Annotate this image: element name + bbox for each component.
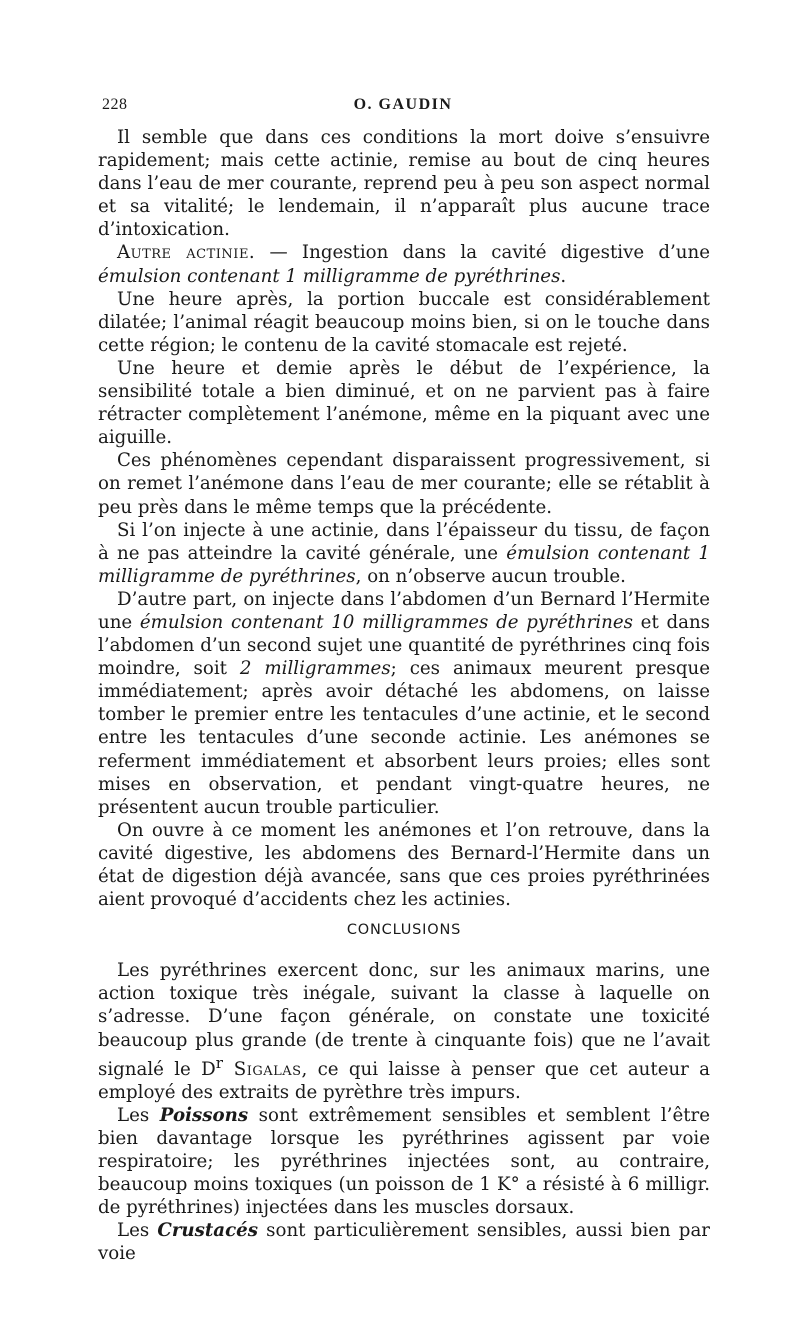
paragraph: [98, 449, 710, 518]
paragraph: [98, 241, 710, 287]
paragraph-emphasis: émulsion contenant 1 milligramme de pyréthrines: [98, 265, 561, 287]
paragraph-lead: Les: [117, 1220, 158, 1242]
paragraph-emphasis: émulsion contenant 1 milligramme de pyréthrines: [98, 542, 710, 587]
paragraph: [98, 819, 710, 911]
superscript: r: [215, 1053, 223, 1072]
body-text: [98, 126, 710, 1266]
paragraph-emphasis: émulsion contenant 10 milligrammes de pyréthrines: [139, 611, 633, 633]
paragraph: [98, 357, 710, 449]
paragraph: [98, 288, 710, 357]
paragraph-text: sont extrêmement sensibles et semblent l’être bien davantage lorsque les pyréthrines agissent par voie respiratoire; les pyréthrines injectées sont, au contraire, beaucoup moins toxiques (un poisson de 1 K° a résisté à 6 milligr. de pyréthrines) injectées dans les muscles dorsaux.: [98, 1104, 710, 1219]
paragraph: [98, 519, 710, 588]
paragraph: [98, 588, 710, 819]
paragraph-text: — Ingestion dans la cavité digestive d’une: [255, 242, 710, 264]
paragraph-text: On ouvre à ce moment les anémones et l’on retrouve, dans la cavité digestive, les abdomens des Bernard-l’Hermite dans un état de digestion déjà avancée, sans que ces proies pyréthrinées aient provoqué d’accidents chez les actinies.: [98, 819, 710, 911]
paragraph-tail: et dans l’abdomen d’un second sujet une quantité de pyréthrines cinq fois moindre, soit: [98, 611, 711, 680]
paragraph: [98, 126, 710, 241]
paragraph-text: Une heure après, la portion buccale est considérablement dilatée; l’animal réagit beaucoup moins bien, si on le touche dans cette région; le contenu de la cavité stomacale est rejeté.: [98, 288, 710, 356]
paragraph-text: Une heure et demie après le début de l’expérience, la sensibilité totale a bien diminué, et on ne parvient pas à faire rétracter complètement l’anémone, même en la piquant avec une aiguille.: [98, 357, 710, 449]
page-header: [98, 96, 708, 120]
paragraph-tail: , on n’observe aucun trouble.: [355, 565, 626, 587]
paragraph-text: Il semble que dans ces conditions la mort doive s’ensuivre rapidement; mais cette actinie, remise au bout de cinq heures dans l’eau de mer courante, reprend peu à peu son aspect normal et sa vitalité; le lendemain, il n’apparaît plus aucune trace d’intoxication.: [98, 127, 710, 241]
paragraph-tail-2: ; ces animaux meurent presque immédiatement; après avoir détaché les abdomens, on laisse tomber le premier entre les tentacules d’une actinie, et le second entre les tentacules d’une seconde actinie. Les anémones se referment immédiatement et absorbent leurs proies; elles sont mises en observation, et pendant vingt-quatre heures, ne présentent aucun trouble particulier.: [98, 658, 710, 818]
conclusion-paragraph: [98, 1219, 710, 1265]
paragraph-text: Ces phénomènes cependant disparaissent progressivement, si on remet l’anémone dans l’eau de mer courante; elle se rétablit à peu près dans le même temps que la précédente.: [98, 450, 710, 518]
keyword: Poissons: [159, 1104, 249, 1126]
page-number: 228: [102, 96, 128, 113]
author-name: Sigalas: [222, 1058, 302, 1080]
keyword: Crustacés: [157, 1220, 258, 1242]
paragraph-lead: Autre actinie.: [117, 242, 256, 264]
paragraph-text: D’autre part, on injecte dans l’abdomen d’un Bernard l’Hermite une: [98, 588, 710, 633]
paragraph-emphasis-2: 2 milligrammes: [239, 658, 391, 680]
paragraph-text: sont particulièrement sensibles, aussi bien par voie: [98, 1220, 710, 1265]
paragraph-tail: , ce qui laisse à penser que cet auteur a employé des extraits de pyrèthre très impurs.: [98, 1058, 711, 1103]
running-head: O. GAUDIN: [353, 96, 453, 113]
section-title: CONCLUSIONS: [346, 922, 462, 939]
paragraph-text: Les pyréthrines exercent donc, sur les animaux marins, une action toxique très inégale, suivant la classe à laquelle on s’adresse. D’une façon générale, on constate une toxicité beaucoup plus grande (de trente à cinquante fois) que ne l’avait signalé le D: [98, 960, 710, 1080]
paragraph-lead: Les: [117, 1104, 160, 1126]
conclusion-paragraph: [98, 959, 710, 1104]
paragraph-tail: .: [560, 265, 567, 287]
paragraph-text: Si l’on injecte à une actinie, dans l’épaisseur du tissu, de façon à ne pas atteindre la cavité générale, une: [98, 519, 710, 564]
conclusion-paragraph: [98, 1104, 710, 1219]
